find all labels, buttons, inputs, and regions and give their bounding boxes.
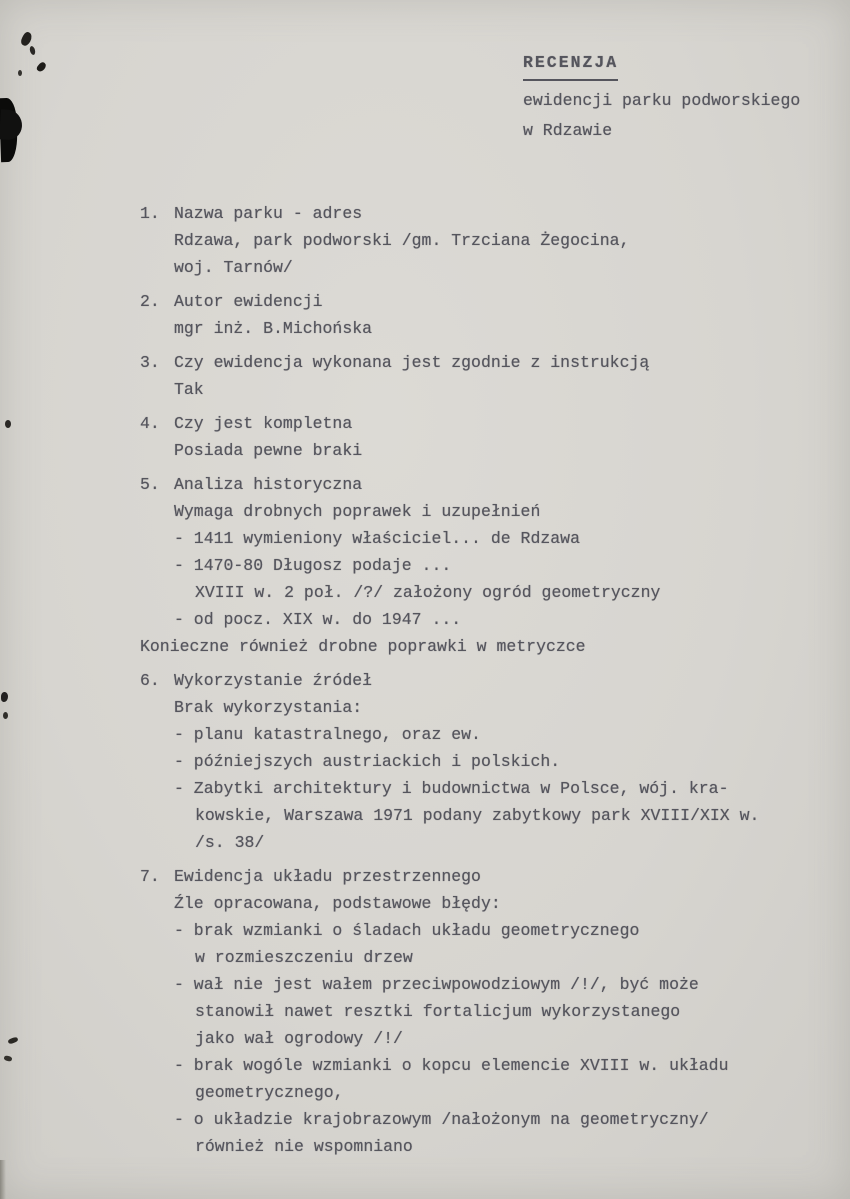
item-line: - brak wogóle wzmianki o kopcu elemencie XVIII w. układu <box>174 1056 729 1075</box>
item-number: 2. <box>140 292 160 311</box>
header-subtitle-line: ewidencji parku podworskiego <box>523 91 801 110</box>
item-line: - późniejszych austriackich i polskich. <box>174 752 561 771</box>
item-line: Konieczne również drobne poprawki w metryczce <box>140 637 586 656</box>
item-line: Wymaga drobnych poprawek i uzupełnień <box>174 502 541 521</box>
item-line: /s. 38/ <box>195 833 265 852</box>
item-number: 1. <box>140 204 160 223</box>
document-title: RECENZJA <box>523 48 618 81</box>
item-line: - od pocz. XIX w. do 1947 ... <box>174 610 462 629</box>
item-line: mgr inż. B.Michońska <box>174 319 373 338</box>
item-line: Posiada pewne braki <box>174 441 363 460</box>
list-item-3 <box>140 349 830 403</box>
item-line: - planu katastralnego, oraz ew. <box>174 725 481 744</box>
item-line: XVIII w. 2 poł. /?/ założony ogród geometryczny <box>195 583 661 602</box>
item-line: Źle opracowana, podstawowe błędy: <box>174 894 501 913</box>
item-line: Tak <box>174 380 204 399</box>
item-number: 5. <box>140 475 160 494</box>
item-line: stanowił nawet resztki fortalicjum wykorzystanego <box>195 1002 681 1021</box>
list-item-5 <box>140 471 830 660</box>
item-line: - wał nie jest wałem przeciwpowodziowym /!/, być może <box>174 975 699 994</box>
item-number: 4. <box>140 414 160 433</box>
item-line: Brak wykorzystania: <box>174 698 363 717</box>
item-line: jako wał ogrodowy /!/ <box>195 1029 403 1048</box>
item-line: Ewidencja układu przestrzennego <box>174 867 481 886</box>
item-line: Analiza historyczna <box>174 475 363 494</box>
item-line: Nazwa parku - adres <box>174 204 363 223</box>
item-line: kowskie, Warszawa 1971 podany zabytkowy park XVIII/XIX w. <box>195 806 760 825</box>
item-line: Czy jest kompletna <box>174 414 353 433</box>
item-line: woj. Tarnów/ <box>174 258 293 277</box>
item-line: Rdzawa, park podworski /gm. Trzciana Żegocina, <box>174 231 630 250</box>
list-item-1 <box>140 200 830 281</box>
item-line: również nie wspomniano <box>195 1137 413 1156</box>
list-item-4 <box>140 410 830 464</box>
item-line: - 1470-80 Długosz podaje ... <box>174 556 452 575</box>
document-header <box>523 48 850 146</box>
item-line: Wykorzystanie źródeł <box>174 671 373 690</box>
review-list <box>140 200 830 1160</box>
item-line: w rozmieszczeniu drzew <box>195 948 413 967</box>
list-item-7 <box>140 863 830 1160</box>
item-line: - 1411 wymieniony właściciel... de Rdzawa <box>174 529 580 548</box>
item-number: 7. <box>140 867 160 886</box>
item-line: - o układzie krajobrazowym /nałożonym na geometryczny/ <box>174 1110 709 1129</box>
list-item-6 <box>140 667 830 856</box>
item-line: Czy ewidencja wykonana jest zgodnie z instrukcją <box>174 353 650 372</box>
item-line: - Zabytki architektury i budownictwa w Polsce, wój. kra- <box>174 779 729 798</box>
item-line: geometrycznego, <box>195 1083 344 1102</box>
item-line: - brak wzmianki o śladach układu geometrycznego <box>174 921 640 940</box>
item-line: Autor ewidencji <box>174 292 323 311</box>
item-number: 6. <box>140 671 160 690</box>
item-number: 3. <box>140 353 160 372</box>
list-item-2 <box>140 288 830 342</box>
header-subtitle-line: w Rdzawie <box>523 121 613 140</box>
